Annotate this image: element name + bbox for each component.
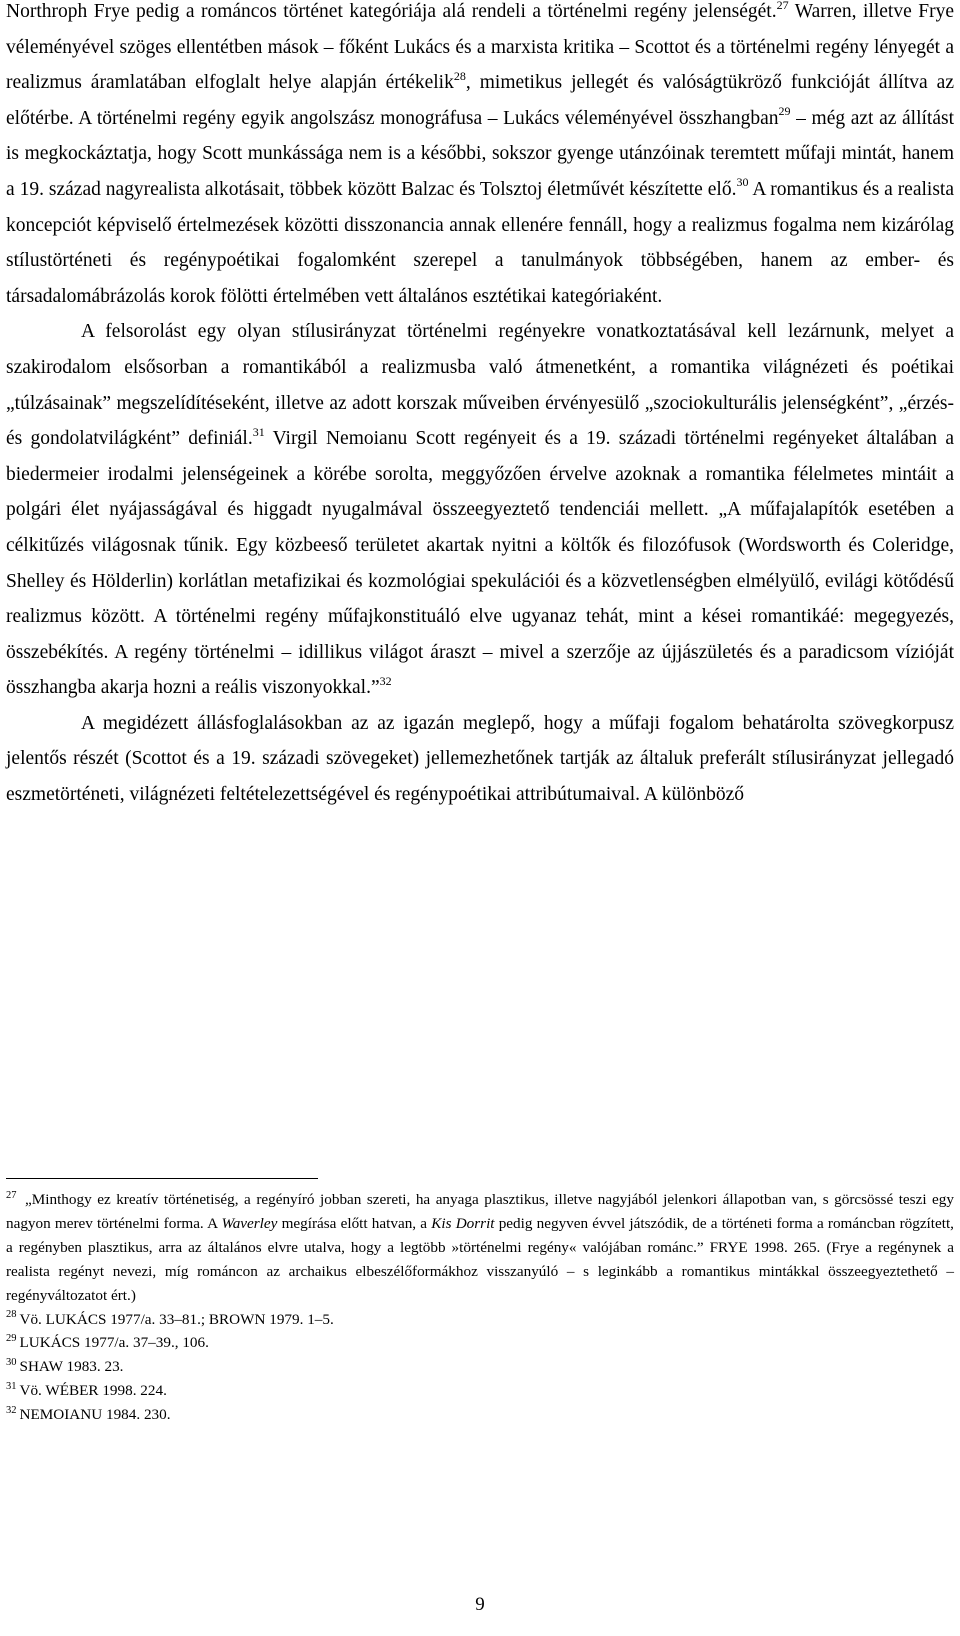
- footnote-ref-31: 31: [252, 424, 265, 439]
- footnote-number: 29: [6, 1333, 17, 1345]
- page-body: [6, 0, 954, 813]
- paragraph-3: A megidézett állásfoglalásokban az az igazán meglepő, hogy a műfaji fogalom behatárolta szövegkorpusz jelentős részét (Scottot és a 19. századi szövegeket) jellemezhetőnek tartják az általuk preferált stílusirányzat jellegadó eszmetörténeti, világnézeti feltételezettségével és regénypoétikai attribútumaival. A különböző: [6, 712, 954, 806]
- italic-title: Waverley: [221, 1214, 278, 1232]
- footnote-text: SHAW 1983. 23.: [19, 1358, 124, 1376]
- footnote-number: 32: [6, 1405, 17, 1417]
- footnote-30: [6, 1355, 954, 1379]
- footnote-text: Vö. WÉBER 1998. 224.: [19, 1382, 167, 1400]
- paragraph-2: A felsorolást egy olyan stílusirányzat történelmi regényekre vonatkoztatásával kell lezárnunk, melyet a szakirodalom elsősorban a romantikából a realizmusba való átmenetként, a romantika világnézeti és poétikai „túlzásainak” megszelídítéseként, illetve az adott korszak műveiben érvényesülő „szociokulturális jelenségként”, „érzés- és gondolatvilágként” definiál.$^{31}$ Virgil Nemoianu Scott regényeit és a 19. századi történelmi regényeket általában a biedermeier irodalmi jelenségeinek a körébe sorolta, meggyőzően érvelve azoknak a romantika félelmetes mintáit a polgári élet nyájasságával és higgadt nyugalmával összeegyeztető tendenciái mellett. „A műfajalapítók esetében a célkitűzés világosnak tűnik. Egy közbeeső területet akartak nyitni a költők és filozófusok (Wordsworth és Coleridge, Shelley és Hölderlin) korlátlan metafizikai és kozmológiai spekulációi és a közvetlenségben elmélyülő, evilági kötődésű realizmus között. A történelmi regény műfajkonstituáló elve ugyanaz tehát, mint a kései romantikáé: megegyezés, összebékítés. A regény történelmi – idillikus világot áraszt – mivel a szerzője az újjászületés és a paradicsom vízióját összhangba akarja hozni a reális viszonyokkal.”$^{32}$: [6, 321, 954, 699]
- footnote-text: Vö. LUKÁCS 1977/a. 33–81.; BROWN 1979. 1–5.: [19, 1310, 334, 1328]
- footnote-29: [6, 1331, 954, 1355]
- footnotes-section: [6, 1188, 954, 1427]
- footnote-ref-30: 30: [736, 175, 749, 190]
- footnote-27: [6, 1188, 954, 1308]
- footnote-ref-27: 27: [776, 0, 789, 12]
- footnote-32: [6, 1403, 954, 1427]
- footnote-ref-28: 28: [453, 68, 466, 83]
- footnote-text: „Minthogy ez kreatív történetiség, a regényíró jobban szereti, ha anyaga plasztikus, illetve nagyjából jelenkori állapotban van, s görcsössé teszi egy nagyon merev történelmi forma. A Waverley megírása előtt hatvan, a Kis Dorrit pedig negyven évvel játszódik, de a történeti forma a románcban rögzített, a regényben plasztikus, arra az általános elvre utalva, hogy a legtöbb »történelmi regény« valójában románc.” FRYE 1998. 265. (Frye a regénynek a realista regényt nevezi, míg románcon az archaikus elbeszélőformákhoz visszanyúló – s leginkább a romantikus mintákkal összeegyeztethető – regényváltozatot ért.): [6, 1191, 954, 1304]
- footnote-number: 28: [6, 1309, 17, 1321]
- footnote-28: [6, 1308, 954, 1332]
- page-number: 9: [475, 1594, 485, 1615]
- footnote-ref-29: 29: [778, 104, 791, 119]
- footnote-31: [6, 1379, 954, 1403]
- footnote-ref-32: 32: [379, 673, 392, 688]
- italic-title: Kis Dorrit: [431, 1214, 495, 1232]
- paragraph-1: Northroph Frye pedig a románcos történet kategóriája alá rendeli a történelmi regény jelenségét.$^{27}$ Warren, illetve Frye véleményével szöges ellentétben mások – főként Lukács és a marxista kritika – Scottot és a történelmi regény lényegét a realizmus áramlatában elfoglalt helye alapján értékelik$^{28}$, mimetikus jellegét és valóságtükröző funkcióját állítva az előtérbe. A történelmi regény egyik angolszász monográfusa – Lukács véleményével összhangban$^{29}$ – még azt az állítást is megkockáztatja, hogy Scott munkássága nem is a későbbi, sokszor gyenge utánzóinak teremtett műfaji mintát, hanem a 19. század nagyrealista alkotásait, többek között Balzac és Tolsztoj életművét készítette elő.$^{30}$ A romantikus és a realista koncepciót képviselő értelmezések közötti disszonancia annak ellenére fennáll, hogy a realizmus fogalma nem kizárólag stílustörténeti és regénypoétikai fogalomként szerepel a tanulmányok többségében, hanem az ember- és társadalomábrázolás korok fölötti értelmében vett általános esztétikai kategóriaként.: [6, 0, 954, 314]
- footnote-number: 31: [6, 1381, 17, 1393]
- footnote-text: LUKÁCS 1977/a. 37–39., 106.: [19, 1334, 209, 1352]
- footnote-number: 27: [6, 1189, 17, 1201]
- footnote-text: NEMOIANU 1984. 230.: [19, 1406, 171, 1424]
- footnote-number: 30: [6, 1357, 17, 1369]
- footnote-divider: [6, 1178, 318, 1179]
